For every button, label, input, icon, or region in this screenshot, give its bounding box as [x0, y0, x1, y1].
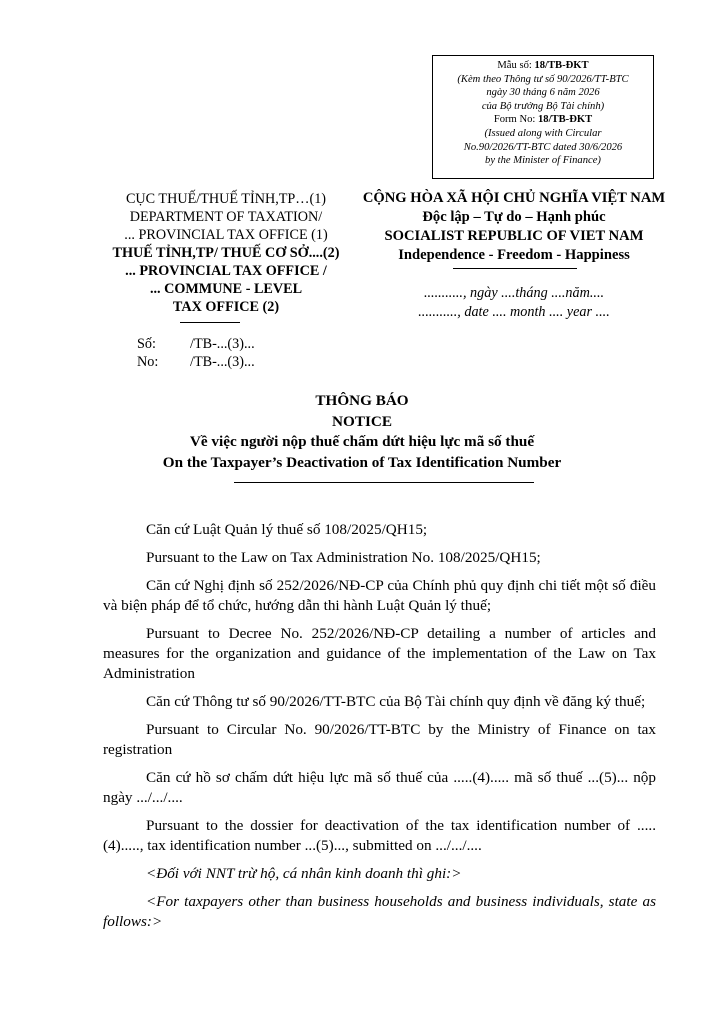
- form-issued-en-line3: by the Minister of Finance): [485, 155, 601, 167]
- form-number-box: [432, 55, 654, 179]
- date-line: [346, 284, 682, 322]
- motto-underline: [453, 268, 577, 269]
- motto-vi: Độc lập – Tự do – Hạnh phúc: [422, 209, 606, 225]
- authority-line-5: ... PROVINCIAL TAX OFFICE /: [125, 263, 327, 279]
- authority-line-1: CỤC THUẾ/THUẾ TỈNH,TP…(1): [125, 191, 327, 207]
- authority-line-4: THUẾ TỈNH,TP/ THUẾ CƠ SỞ....(2): [112, 245, 340, 261]
- basis-decree-vi: Căn cứ Nghị định số 252/2026/NĐ-CP của Chính phủ quy định chi tiết một số điều và biện pháp để tổ chức, hướng dẫn thi hành Luật Quản lý thuế;: [103, 577, 656, 614]
- subject-en: On the Taxpayer’s Deactivation of Tax Identification Number: [162, 453, 562, 471]
- date-en: ..........., date .... month .... year ....: [418, 304, 610, 320]
- authority-line-2: DEPARTMENT OF TAXATION/: [129, 209, 323, 225]
- form-issued-vi-line2: ngày 30 tháng 6 năm 2026: [486, 87, 600, 99]
- form-issued-en-line1: (Issued along with Circular: [484, 127, 602, 139]
- country-name-en: SOCIALIST REPUBLIC OF VIET NAM: [384, 228, 644, 244]
- form-issued-vi-line3: của Bộ trưởng Bộ Tài chính): [481, 100, 605, 112]
- basis-circular-vi: Căn cứ Thông tư số 90/2026/TT-BTC của Bộ Tài chính quy định về đăng ký thuế;: [146, 693, 646, 710]
- motto-en: Independence - Freedom - Happiness: [398, 247, 630, 263]
- basis-decree-en: Pursuant to Decree No. 252/2026/NĐ-CP detailing a number of articles and measures for the organization and guidance of the implementation of the Law on Tax Administration: [103, 625, 656, 682]
- title-underline: [234, 482, 534, 483]
- national-motto: [346, 189, 682, 265]
- notice-title: [60, 391, 664, 473]
- basis-dossier-en: Pursuant to the dossier for deactivation of the tax identification number of .....(4)....., tax identification number ...(5)..., submitted on .../.../....: [103, 817, 656, 854]
- number-value-en: /TB-...(3)...: [190, 354, 255, 370]
- title-en: NOTICE: [332, 412, 392, 430]
- form-code-vi: Mẫu số: 18/TB-ĐKT: [497, 60, 589, 71]
- authority-underline: [180, 322, 240, 323]
- form-issued-en-line2: No.90/2026/TT-BTC dated 30/6/2026: [463, 141, 623, 153]
- subject-vi: Về việc người nộp thuế chấm dứt hiệu lực mã số thuế: [189, 433, 535, 450]
- number-value-vi: /TB-...(3)...: [190, 336, 255, 352]
- authority-line-7: TAX OFFICE (2): [172, 299, 280, 315]
- country-name-vi: CỘNG HÒA XÃ HỘI CHỦ NGHĨA VIỆT NAM: [362, 190, 666, 206]
- authority-line-3: ... PROVINCIAL TAX OFFICE (1): [124, 227, 328, 243]
- notice-body: [103, 520, 656, 940]
- issuing-authority: [90, 190, 362, 316]
- note-taxpayer-en: <For taxpayers other than business households and business individuals, state as follows:>: [103, 893, 656, 930]
- number-label-vi: Số:: [137, 336, 156, 352]
- basis-circular-en: Pursuant to Circular No. 90/2026/TT-BTC by the Ministry of Finance on tax registration: [103, 721, 656, 758]
- authority-line-6: ... COMMUNE - LEVEL: [149, 281, 303, 297]
- basis-dossier-vi: Căn cứ hồ sơ chấm dứt hiệu lực mã số thuế của .....(4)..... mã số thuế ...(5)... nộp ngày .../.../....: [103, 769, 656, 806]
- form-issued-vi-line1: (Kèm theo Thông tư số 90/2026/TT-BTC: [457, 73, 629, 85]
- form-code-en: Form No: 18/TB-ĐKT: [493, 114, 593, 126]
- basis-law-vi: Căn cứ Luật Quản lý thuế số 108/2025/QH15;: [146, 521, 428, 538]
- notice-number: [137, 335, 255, 371]
- date-vi: ..........., ngày ....tháng ....năm....: [423, 285, 605, 301]
- number-label-en: No:: [137, 354, 159, 370]
- basis-law-en: Pursuant to the Law on Tax Administration No. 108/2025/QH15;: [146, 549, 541, 566]
- note-taxpayer-vi: <Đối với NNT trừ hộ, cá nhân kinh doanh thì ghi:>: [146, 865, 462, 882]
- title-vi: THÔNG BÁO: [315, 392, 409, 409]
